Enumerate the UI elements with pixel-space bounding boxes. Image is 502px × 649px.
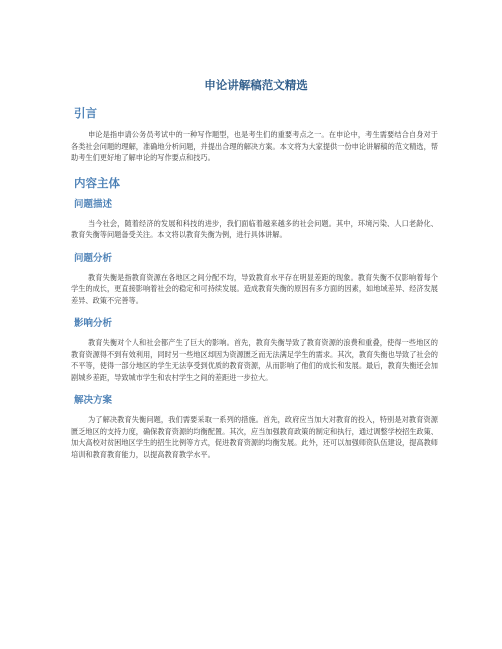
subsection-heading-solution: 解决方案 (74, 395, 113, 406)
section-heading-intro: 引言 (74, 106, 97, 120)
document-title: 申论讲解稿范文精选 (204, 78, 308, 92)
subsection-heading-analysis: 问题分析 (74, 252, 113, 264)
subsection-heading-problem: 问题描述 (74, 198, 113, 210)
intro-paragraph: 申论是指申请公务员考试中的一种写作题型，也是考生们的重要考点之一。在申论中，考生需要结合自身对于各类社会问题的理解，准确地分析问题，并提出合理的解决方案。本文将为大家提供一份申论讲解稿的范文精选，帮助考生们更好地了解申论的写作要点和技巧。 (71, 130, 438, 162)
solution-paragraph: 为了解决教育失衡问题，我们需要采取一系列的措施。首先，政府应当加大对教育的投入，特别是对教育资源匮乏地区的支持力度，确保教育资源的均衡配置。其次，应当加强教育政策的制定和执行，通过调整学校招生政策、加大高校对贫困地区学生的招生比例等方式，促进教育资源的均衡发展。此外，还可以加强师资队伍建设，提高教师培训和教育教育能力，以提高教育教学水平。 (71, 415, 438, 459)
analysis-paragraph: 教育失衡是指教育资源在各地区之间分配不均，导致教育水平存在明显差距的现象。教育失衡不仅影响着每个学生的成长，更直接影响着社会的稳定和可持续发展。造成教育失衡的原因有多方面的因素，如地域差异、经济发展差异、政策不完善等。 (71, 272, 438, 305)
impact-paragraph: 教育失衡对个人和社会都产生了巨大的影响。首先，教育失衡导致了教育资源的浪费和重叠，使得一些地区的教育资源得不到有效利用，同时另一些地区却因为资源匮乏而无法满足学生的需求。其次，教育失衡也导致了社会的不平等，使得一部分地区的学生无法享受到优质的教育资源，从而影响了他们的成长和发展。最后，教育失衡还会加剧城乡差距，导致城市学生和农村学生之间的差距进一步拉大。 (71, 338, 438, 382)
section-heading-main: 内容主体 (74, 175, 120, 190)
subsection-heading-impact: 影响分析 (74, 318, 113, 329)
problem-paragraph: 当今社会，随着经济的发展和科技的进步，我们面临着越来越多的社会问题。其中，环境污染、人口老龄化、教育失衡等问题备受关注。本文将以教育失衡为例，进行具体讲解。 (71, 218, 438, 239)
